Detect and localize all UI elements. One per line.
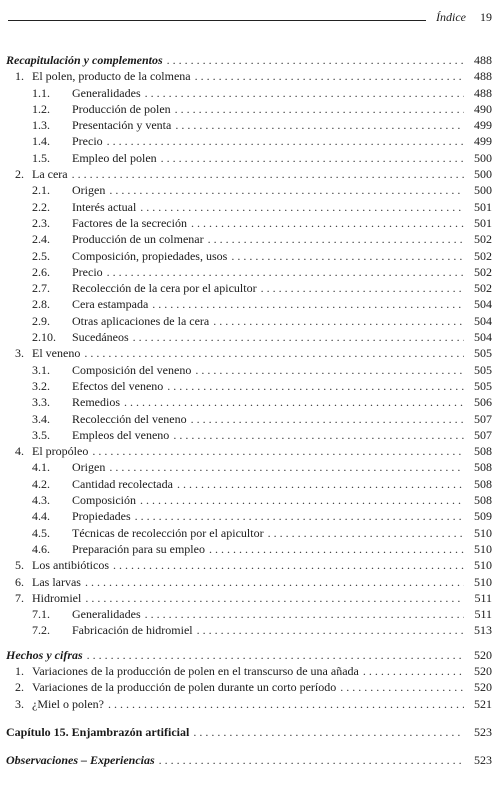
toc-entry — [6, 752, 492, 768]
entry-number: 2.8. — [32, 297, 50, 312]
dot-leader — [191, 411, 464, 427]
dot-leader — [109, 459, 464, 475]
dot-leader — [177, 476, 464, 492]
toc-entry — [6, 459, 492, 475]
toc-entry — [6, 557, 492, 573]
entry-number: 2.1. — [32, 183, 50, 198]
header-title: Índice — [436, 10, 466, 24]
entry-number: 4.4. — [32, 509, 50, 524]
entry-title: Los antibióticos — [32, 558, 109, 573]
entry-page-number: 520 — [474, 663, 492, 678]
entry-page-number: 523 — [474, 724, 492, 739]
entry-title: Variaciones de la producción de polen durante un corto período — [32, 680, 337, 695]
entry-page-number: 500 — [474, 150, 492, 165]
toc-entry — [6, 724, 492, 740]
entry-number: 3.4. — [32, 411, 50, 426]
entry-number: 2.9. — [32, 313, 50, 328]
entry-page-number: 504 — [474, 313, 492, 328]
entry-title: Cantidad recolectada — [72, 476, 173, 491]
entry-title: Interés actual — [72, 199, 137, 214]
entry-title: Cera estampada — [72, 297, 149, 312]
toc-entry — [6, 362, 492, 378]
toc-entry — [6, 696, 492, 712]
entry-page-number: 510 — [474, 525, 492, 540]
dot-leader — [213, 313, 464, 329]
dot-leader — [108, 696, 464, 712]
dot-leader — [152, 296, 464, 312]
entry-number: 2.5. — [32, 248, 50, 263]
entry-page-number: 510 — [474, 558, 492, 573]
entry-title: El veneno — [32, 346, 81, 361]
entry-page-number: 504 — [474, 297, 492, 312]
entry-title: Variaciones de la producción de polen en el transcurso de una añada — [32, 663, 359, 678]
dot-leader — [195, 68, 464, 84]
toc-entry — [6, 427, 492, 443]
dot-leader — [363, 663, 464, 679]
dot-leader — [107, 264, 464, 280]
entry-page-number: 500 — [474, 183, 492, 198]
toc-entry — [6, 313, 492, 329]
dot-leader — [140, 199, 464, 215]
entry-page-number: 488 — [474, 53, 492, 67]
header-rule — [8, 20, 426, 21]
dot-leader — [268, 525, 464, 541]
entry-title: Composición, propiedades, usos — [72, 248, 228, 263]
toc-entry — [6, 166, 492, 182]
toc-entry — [6, 101, 492, 117]
dot-leader — [107, 133, 464, 149]
entry-page-number: 513 — [474, 623, 492, 638]
entry-number: 3.2. — [32, 378, 50, 393]
dot-leader — [72, 166, 464, 182]
dot-leader — [340, 679, 464, 695]
toc-entry — [6, 345, 492, 361]
entry-title: Propiedades — [72, 509, 131, 524]
entry-title: Sucedáneos — [72, 330, 129, 345]
entry-number: 1. — [15, 663, 24, 678]
entry-number: 3.3. — [32, 395, 50, 410]
entry-page-number: 504 — [474, 330, 492, 345]
dot-leader — [175, 101, 464, 117]
entry-page-number: 506 — [474, 395, 492, 410]
entry-page-number: 510 — [474, 541, 492, 556]
entry-page-number: 507 — [474, 427, 492, 442]
toc-entry — [6, 52, 492, 68]
dot-leader — [161, 150, 464, 166]
toc-entry — [6, 541, 492, 557]
toc-entry — [6, 411, 492, 427]
entry-title: Preparación para su empleo — [72, 541, 205, 556]
entry-title: Recapitulación y complementos — [6, 53, 163, 67]
dot-leader — [195, 362, 464, 378]
entry-page-number: 502 — [474, 281, 492, 296]
entry-page-number: 523 — [474, 753, 492, 768]
toc-entry — [6, 150, 492, 166]
toc-entry — [6, 248, 492, 264]
entry-title: Precio — [72, 264, 103, 279]
dot-leader — [85, 574, 464, 590]
entry-title: Recolección del veneno — [72, 411, 187, 426]
block-spacer — [6, 712, 492, 724]
entry-page-number: 508 — [474, 476, 492, 491]
entry-page-number: 502 — [474, 232, 492, 247]
entry-page-number: 511 — [474, 607, 492, 622]
entry-number: 4.1. — [32, 460, 50, 475]
toc-entry — [6, 182, 492, 198]
toc-entry — [6, 199, 492, 215]
entry-page-number: 500 — [474, 167, 492, 182]
entry-number: 7.1. — [32, 607, 50, 622]
entry-number: 6. — [15, 574, 24, 589]
entry-title: Empleos del veneno — [72, 427, 170, 442]
dot-leader — [85, 590, 464, 606]
toc-entry — [6, 647, 492, 663]
toc-entry — [6, 574, 492, 590]
toc-entry — [6, 117, 492, 133]
entry-page-number: 501 — [474, 199, 492, 214]
entry-title: El propóleo — [32, 444, 89, 459]
entry-number: 2.10. — [32, 330, 56, 345]
entry-title: Presentación y venta — [72, 118, 172, 133]
entry-number: 1. — [15, 69, 24, 84]
entry-page-number: 507 — [474, 411, 492, 426]
entry-page-number: 499 — [474, 118, 492, 133]
running-header — [0, 8, 500, 28]
toc-entry — [6, 443, 492, 459]
entry-title: ¿Miel o polen? — [32, 696, 104, 711]
entry-title: Precio — [72, 134, 103, 149]
entry-number: 1.4. — [32, 134, 50, 149]
entry-title: Efectos del veneno — [72, 378, 164, 393]
entry-title: Composición — [72, 493, 137, 508]
dot-leader — [135, 508, 464, 524]
entry-page-number: 502 — [474, 264, 492, 279]
entry-page-number: 490 — [474, 101, 492, 116]
entry-page-number: 501 — [474, 215, 492, 230]
dot-leader — [175, 117, 464, 133]
toc-entry — [6, 492, 492, 508]
dot-leader — [209, 541, 464, 557]
entry-title: Factores de la secreción — [72, 215, 187, 230]
toc-entry — [6, 679, 492, 695]
dot-leader — [231, 248, 464, 264]
toc-entry — [6, 606, 492, 622]
entry-title: Producción de un colmenar — [72, 232, 204, 247]
entry-page-number: 509 — [474, 509, 492, 524]
dot-leader — [109, 182, 464, 198]
entry-number: 2.7. — [32, 281, 50, 296]
dot-leader — [173, 427, 464, 443]
entry-number: 2. — [15, 167, 24, 182]
toc-entry — [6, 68, 492, 84]
dot-leader — [133, 329, 464, 345]
entry-number: 5. — [15, 558, 24, 573]
toc-entry — [6, 215, 492, 231]
entry-number: 3.5. — [32, 427, 50, 442]
entry-page-number: 508 — [474, 460, 492, 475]
entry-page-number: 520 — [474, 647, 492, 662]
header-page-number: 19 — [480, 10, 492, 24]
entry-page-number: 508 — [474, 444, 492, 459]
toc-entry — [6, 590, 492, 606]
entry-title: Remedios — [72, 395, 120, 410]
dot-leader — [113, 557, 464, 573]
entry-title: Técnicas de recolección por el apicultor — [72, 525, 264, 540]
entry-title: Capítulo 15. Enjambrazón artificial — [6, 724, 190, 739]
entry-page-number: 510 — [474, 574, 492, 589]
entry-page-number: 488 — [474, 85, 492, 100]
entry-number: 1.1. — [32, 85, 50, 100]
dot-leader — [87, 647, 464, 663]
dot-leader — [191, 215, 464, 231]
toc-entry — [6, 476, 492, 492]
dot-leader — [145, 606, 464, 622]
entry-number: 3.1. — [32, 362, 50, 377]
toc-entry — [6, 85, 492, 101]
entry-number: 3. — [15, 696, 24, 711]
entry-number: 2.2. — [32, 199, 50, 214]
table-of-contents — [6, 52, 492, 768]
dot-leader — [167, 52, 464, 68]
toc-entry — [6, 394, 492, 410]
entry-page-number: 505 — [474, 346, 492, 361]
entry-title: Las larvas — [32, 574, 81, 589]
dot-leader — [197, 622, 464, 638]
dot-leader — [145, 85, 464, 101]
dot-leader — [193, 724, 464, 740]
entry-page-number: 488 — [474, 69, 492, 84]
dot-leader — [261, 280, 464, 296]
entry-title: Generalidades — [72, 85, 141, 100]
entry-title: Fabricación de hidromiel — [72, 623, 193, 638]
entry-page-number: 499 — [474, 134, 492, 149]
toc-entry — [6, 329, 492, 345]
toc-entry — [6, 264, 492, 280]
dot-leader — [92, 443, 464, 459]
entry-number: 1.3. — [32, 118, 50, 133]
entry-title: Composición del veneno — [72, 362, 192, 377]
entry-number: 2. — [15, 680, 24, 695]
entry-title: El polen, producto de la colmena — [32, 69, 191, 84]
entry-number: 1.5. — [32, 150, 50, 165]
dot-leader — [124, 394, 464, 410]
entry-page-number: 521 — [474, 696, 492, 711]
toc-entry — [6, 133, 492, 149]
entry-number: 3. — [15, 346, 24, 361]
entry-number: 4.2. — [32, 476, 50, 491]
entry-title: Otras aplicaciones de la cera — [72, 313, 210, 328]
toc-entry — [6, 296, 492, 312]
entry-page-number: 502 — [474, 248, 492, 263]
entry-number: 7.2. — [32, 623, 50, 638]
dot-leader — [84, 345, 464, 361]
entry-number: 4.5. — [32, 525, 50, 540]
dot-leader — [208, 231, 464, 247]
toc-entry — [6, 663, 492, 679]
entry-number: 4. — [15, 444, 24, 459]
toc-entry — [6, 508, 492, 524]
entry-title: Hidromiel — [32, 590, 82, 605]
entry-number: 4.3. — [32, 493, 50, 508]
toc-entry — [6, 378, 492, 394]
entry-title: Origen — [72, 183, 106, 198]
entry-page-number: 520 — [474, 680, 492, 695]
dot-leader — [159, 752, 464, 768]
toc-entry — [6, 231, 492, 247]
entry-number: 7. — [15, 590, 24, 605]
dot-leader — [140, 492, 464, 508]
entry-title: Generalidades — [72, 607, 141, 622]
entry-page-number: 508 — [474, 493, 492, 508]
entry-title: Hechos y cifras — [6, 647, 83, 662]
entry-number: 4.6. — [32, 541, 50, 556]
block-spacer — [6, 639, 492, 647]
entry-title: Observaciones – Experiencias — [6, 753, 155, 768]
block-spacer — [6, 740, 492, 752]
entry-page-number: 505 — [474, 362, 492, 377]
entry-title: Origen — [72, 460, 106, 475]
toc-entry — [6, 622, 492, 638]
entry-title: La cera — [32, 167, 68, 182]
entry-number: 2.4. — [32, 232, 50, 247]
entry-page-number: 511 — [474, 590, 492, 605]
entry-number: 2.6. — [32, 264, 50, 279]
entry-title: Producción de polen — [72, 101, 171, 116]
entry-title: Recolección de la cera por el apicultor — [72, 281, 257, 296]
entry-page-number: 505 — [474, 378, 492, 393]
toc-entry — [6, 525, 492, 541]
dot-leader — [167, 378, 464, 394]
entry-number: 1.2. — [32, 101, 50, 116]
entry-title: Empleo del polen — [72, 150, 157, 165]
entry-number: 2.3. — [32, 215, 50, 230]
toc-entry — [6, 280, 492, 296]
